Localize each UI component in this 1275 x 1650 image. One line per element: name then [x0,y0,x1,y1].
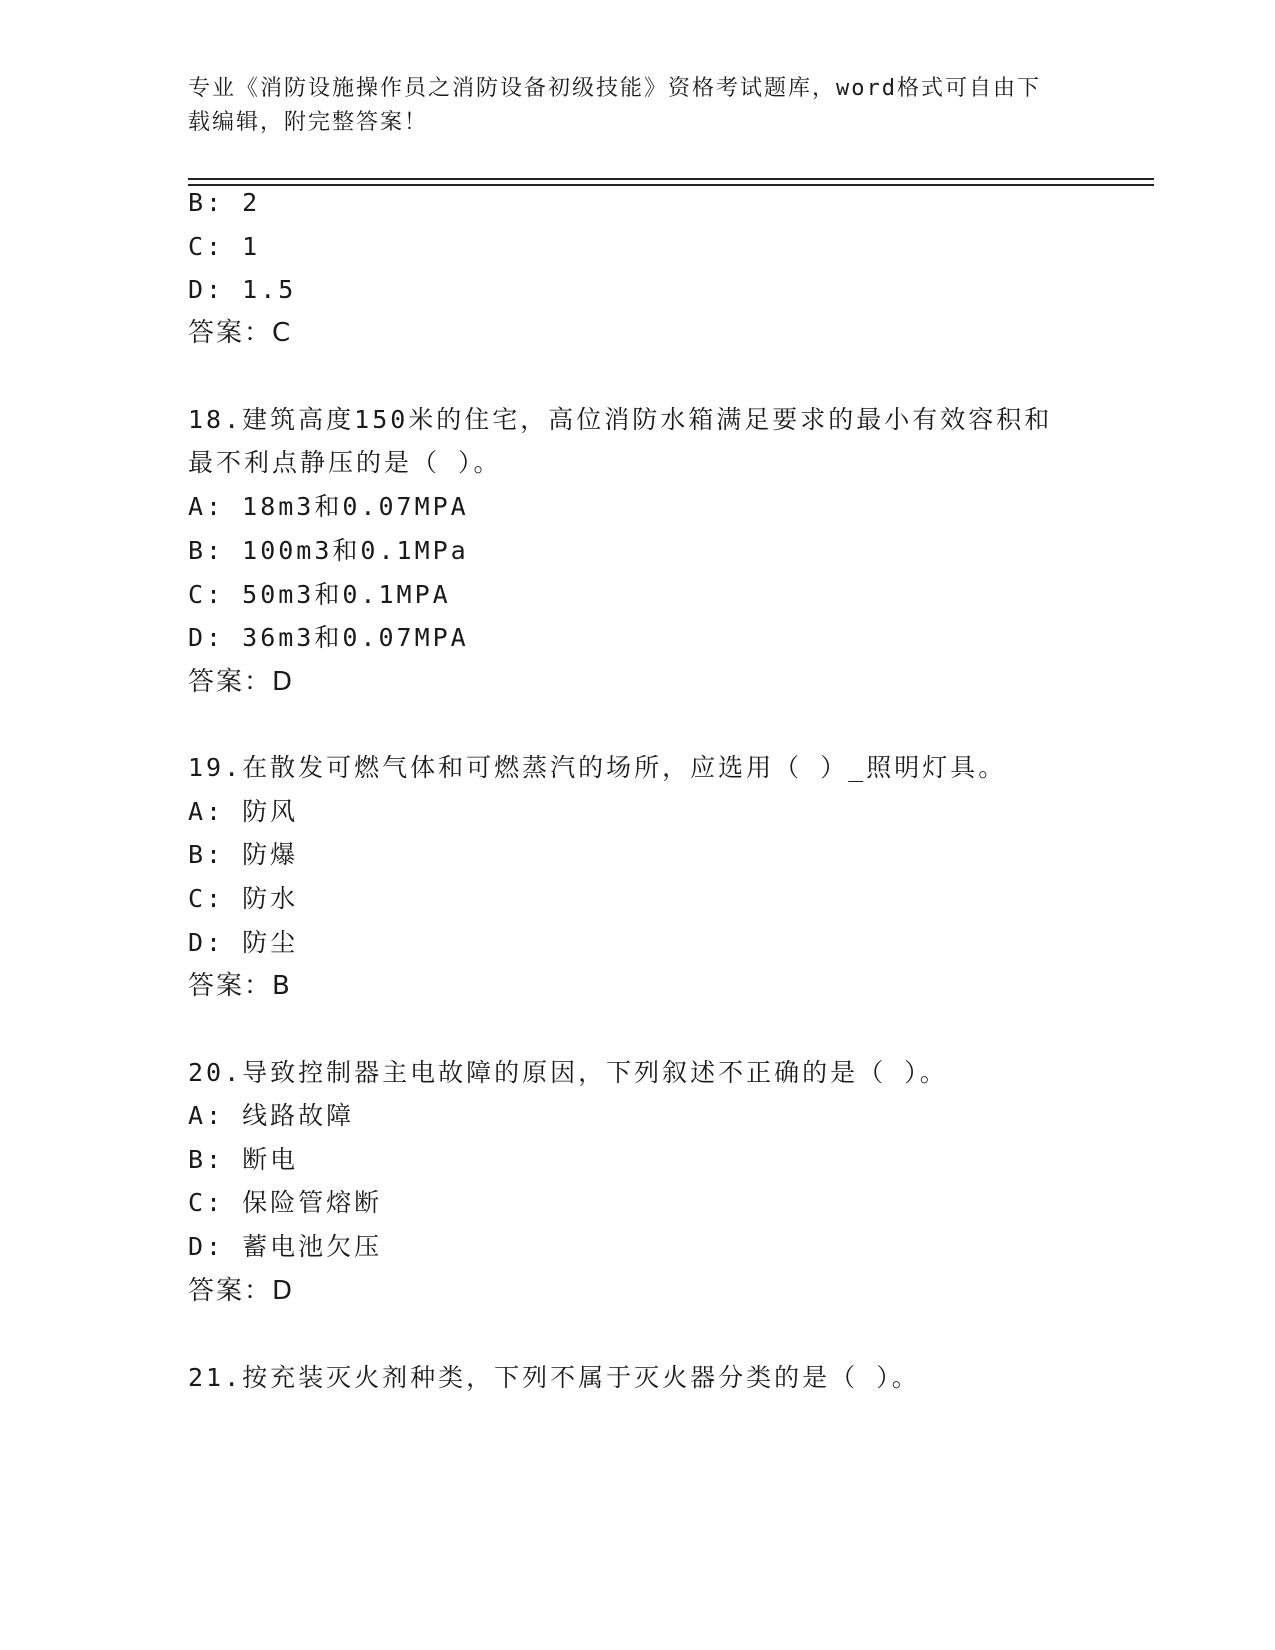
question-stem-line-1: 20.导致控制器主电故障的原因，下列叙述不正确的是（ ）。 [188,1058,948,1087]
option-c: C: 防水 [188,884,299,913]
question-stem-line-2: 最不利点静压的是（ ）。 [188,448,502,477]
question-stem-line-1: 18.建筑高度150米的住宅，高位消防水箱满足要求的最小有效容积和 [188,405,1053,434]
option-b: B: 2 [188,188,261,217]
option-c: C: 保险管熔断 [188,1188,383,1217]
answer-line: 答案：C [188,318,293,348]
option-d: D: 1.5 [188,275,297,304]
document-header [188,72,1068,140]
header-line-2: 载编辑，附完整答案！ [188,110,429,135]
option-b: B: 防爆 [188,840,299,869]
question-stem-line-1: 19.在散发可燃气体和可燃蒸汽的场所，应选用（ ）_照明灯具。 [188,753,1007,782]
answer-line: 答案：D [188,1276,295,1306]
option-d: D: 36m3和0.07MPA [188,623,469,652]
option-b: B: 断电 [188,1145,299,1174]
option-b: B: 100m3和0.1MPa [188,536,469,565]
question-stem-line-1: 21.按充装灭火剂种类，下列不属于灭火器分类的是（ ）。 [188,1363,920,1392]
option-a: A: 防风 [188,797,299,826]
option-a: A: 线路故障 [188,1101,355,1130]
answer-line: 答案：D [188,667,295,697]
option-c: C: 50m3和0.1MPA [188,580,451,609]
option-d: D: 防尘 [188,928,299,957]
header-line-1: 专业《消防设施操作员之消防设备初级技能》资格考试题库，word格式可自由下 [188,76,1041,101]
option-a: A: 18m3和0.07MPA [188,492,469,521]
option-d: D: 蓄电池欠压 [188,1232,383,1261]
header-divider [188,178,1154,186]
option-c: C: 1 [188,232,261,261]
answer-line: 答案：B [188,971,292,1001]
